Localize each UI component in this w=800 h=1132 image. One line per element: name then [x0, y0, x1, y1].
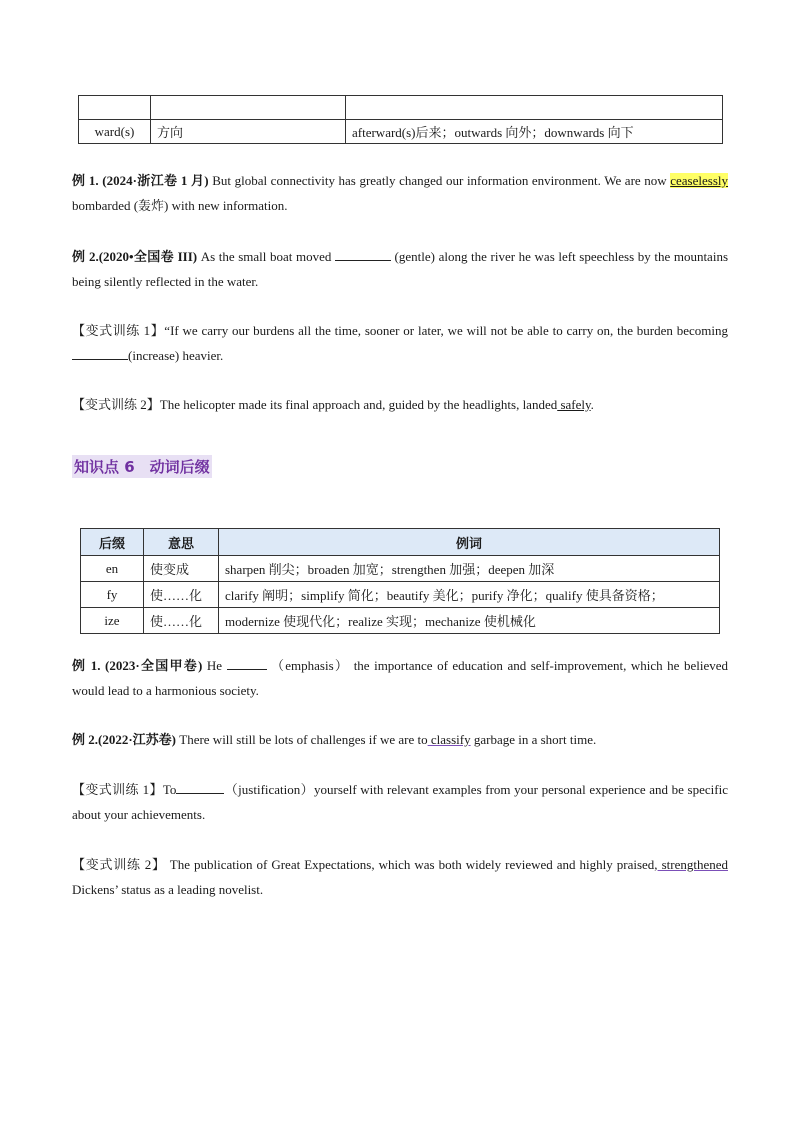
- sentence-text: To: [162, 782, 177, 797]
- example-2-adverb: [72, 244, 728, 294]
- example-2-verb: [72, 727, 728, 752]
- example-label: 例 1. (2024·浙江卷 1 月): [72, 173, 209, 188]
- table-cell: 使变成: [144, 556, 219, 582]
- variant-exercise-1-adverb: [72, 318, 728, 368]
- verb-suffix-table: [80, 528, 720, 634]
- sentence-text: The publication of Great Expectations, which was both widely reviewed and highly praised,: [165, 857, 658, 872]
- table-header-row: [81, 529, 720, 556]
- suffix-table-continued: [78, 95, 723, 144]
- column-header: 例词: [219, 529, 720, 556]
- sentence-text: bombarded (轰炸) with new information.: [72, 198, 288, 213]
- table-row: [79, 96, 723, 120]
- example-1-verb: [72, 653, 728, 703]
- table-cell: modernize 使现代化；realize 实现；mechanize 使机械化: [219, 608, 720, 634]
- example-label: 例 1. (2023·全国甲卷): [72, 658, 203, 673]
- table-cell: ize: [81, 608, 144, 634]
- answer-blank[interactable]: [176, 781, 224, 794]
- table-cell: [151, 96, 346, 120]
- variant-exercise-2-adverb: [72, 392, 728, 417]
- table-cell: 使……化: [144, 608, 219, 634]
- sentence-text: But global connectivity has greatly changed our information environment. We are now: [208, 173, 671, 188]
- exercise-label: 【变式训练 2】: [72, 397, 160, 412]
- sentence-text: （emphasis） the importance of education and self-improvement, which he believed would lead to a harmonious society.: [72, 658, 728, 698]
- underlined-answer: strengthened: [657, 857, 728, 872]
- sentence-text: There will still be lots of challenges if we are to: [176, 732, 428, 747]
- exercise-label: 【变式训练 1】: [72, 782, 163, 797]
- sentence-text: (increase) heavier.: [128, 348, 224, 363]
- section-heading: 知识点 6 动词后缀: [72, 455, 212, 478]
- example-1-adverb: [72, 168, 728, 218]
- table-row: [81, 556, 720, 582]
- table-cell: sharpen 削尖；broaden 加宽；strengthen 加强；deepen 加深: [219, 556, 720, 582]
- table-row: [81, 582, 720, 608]
- exercise-label: 【变式训练 1】: [72, 323, 165, 338]
- underlined-answer: safely: [557, 397, 591, 412]
- highlighted-answer: ceaselessly: [670, 173, 729, 188]
- table-cell: fy: [81, 582, 144, 608]
- sentence-text: (gentle) along the river he was left speechless by the mountains being silently reflected in the water.: [72, 249, 728, 289]
- sentence-text: “If we carry our burdens all the time, sooner or later, we will not be able to carry on, the burden becoming: [164, 323, 728, 338]
- table-row: [79, 120, 723, 144]
- example-label: 例 2.(2022·江苏卷): [72, 732, 176, 747]
- column-header: 意思: [144, 529, 219, 556]
- sentence-text: .: [590, 397, 594, 412]
- variant-exercise-2-verb: [72, 852, 728, 902]
- table-cell: [346, 96, 723, 120]
- table-cell: 方向: [151, 120, 346, 144]
- table-cell: clarify 阐明；simplify 简化；beautify 美化；purify 净化；qualify 使具备资格；: [219, 582, 720, 608]
- sentence-text: He: [202, 658, 227, 673]
- sentence-text: （justification）yourself with relevant examples from your personal experience and be specific about your achievements.: [72, 782, 728, 822]
- column-header: 后缀: [81, 529, 144, 556]
- answer-blank[interactable]: [335, 248, 391, 261]
- table-cell: ward(s): [79, 120, 151, 144]
- sentence-text: The helicopter made its final approach and, guided by the headlights, landed: [159, 397, 558, 412]
- sentence-text: garbage in a short time.: [470, 732, 597, 747]
- sentence-text: Dickens’ status as a leading novelist.: [72, 882, 264, 897]
- exercise-label: 【变式训练 2】: [72, 857, 166, 872]
- table-row: [81, 608, 720, 634]
- answer-blank[interactable]: [227, 657, 267, 670]
- table-cell: [79, 96, 151, 120]
- example-label: 例 2.(2020•全国卷 III): [72, 249, 198, 264]
- sentence-text: As the small boat moved: [197, 249, 335, 264]
- table-cell: en: [81, 556, 144, 582]
- variant-exercise-1-verb: [72, 777, 728, 827]
- table-cell: 使……化: [144, 582, 219, 608]
- underlined-answer: classify: [427, 732, 471, 747]
- answer-blank[interactable]: [72, 347, 128, 360]
- table-cell: afterward(s)后来；outwards 向外；downwards 向下: [346, 120, 723, 144]
